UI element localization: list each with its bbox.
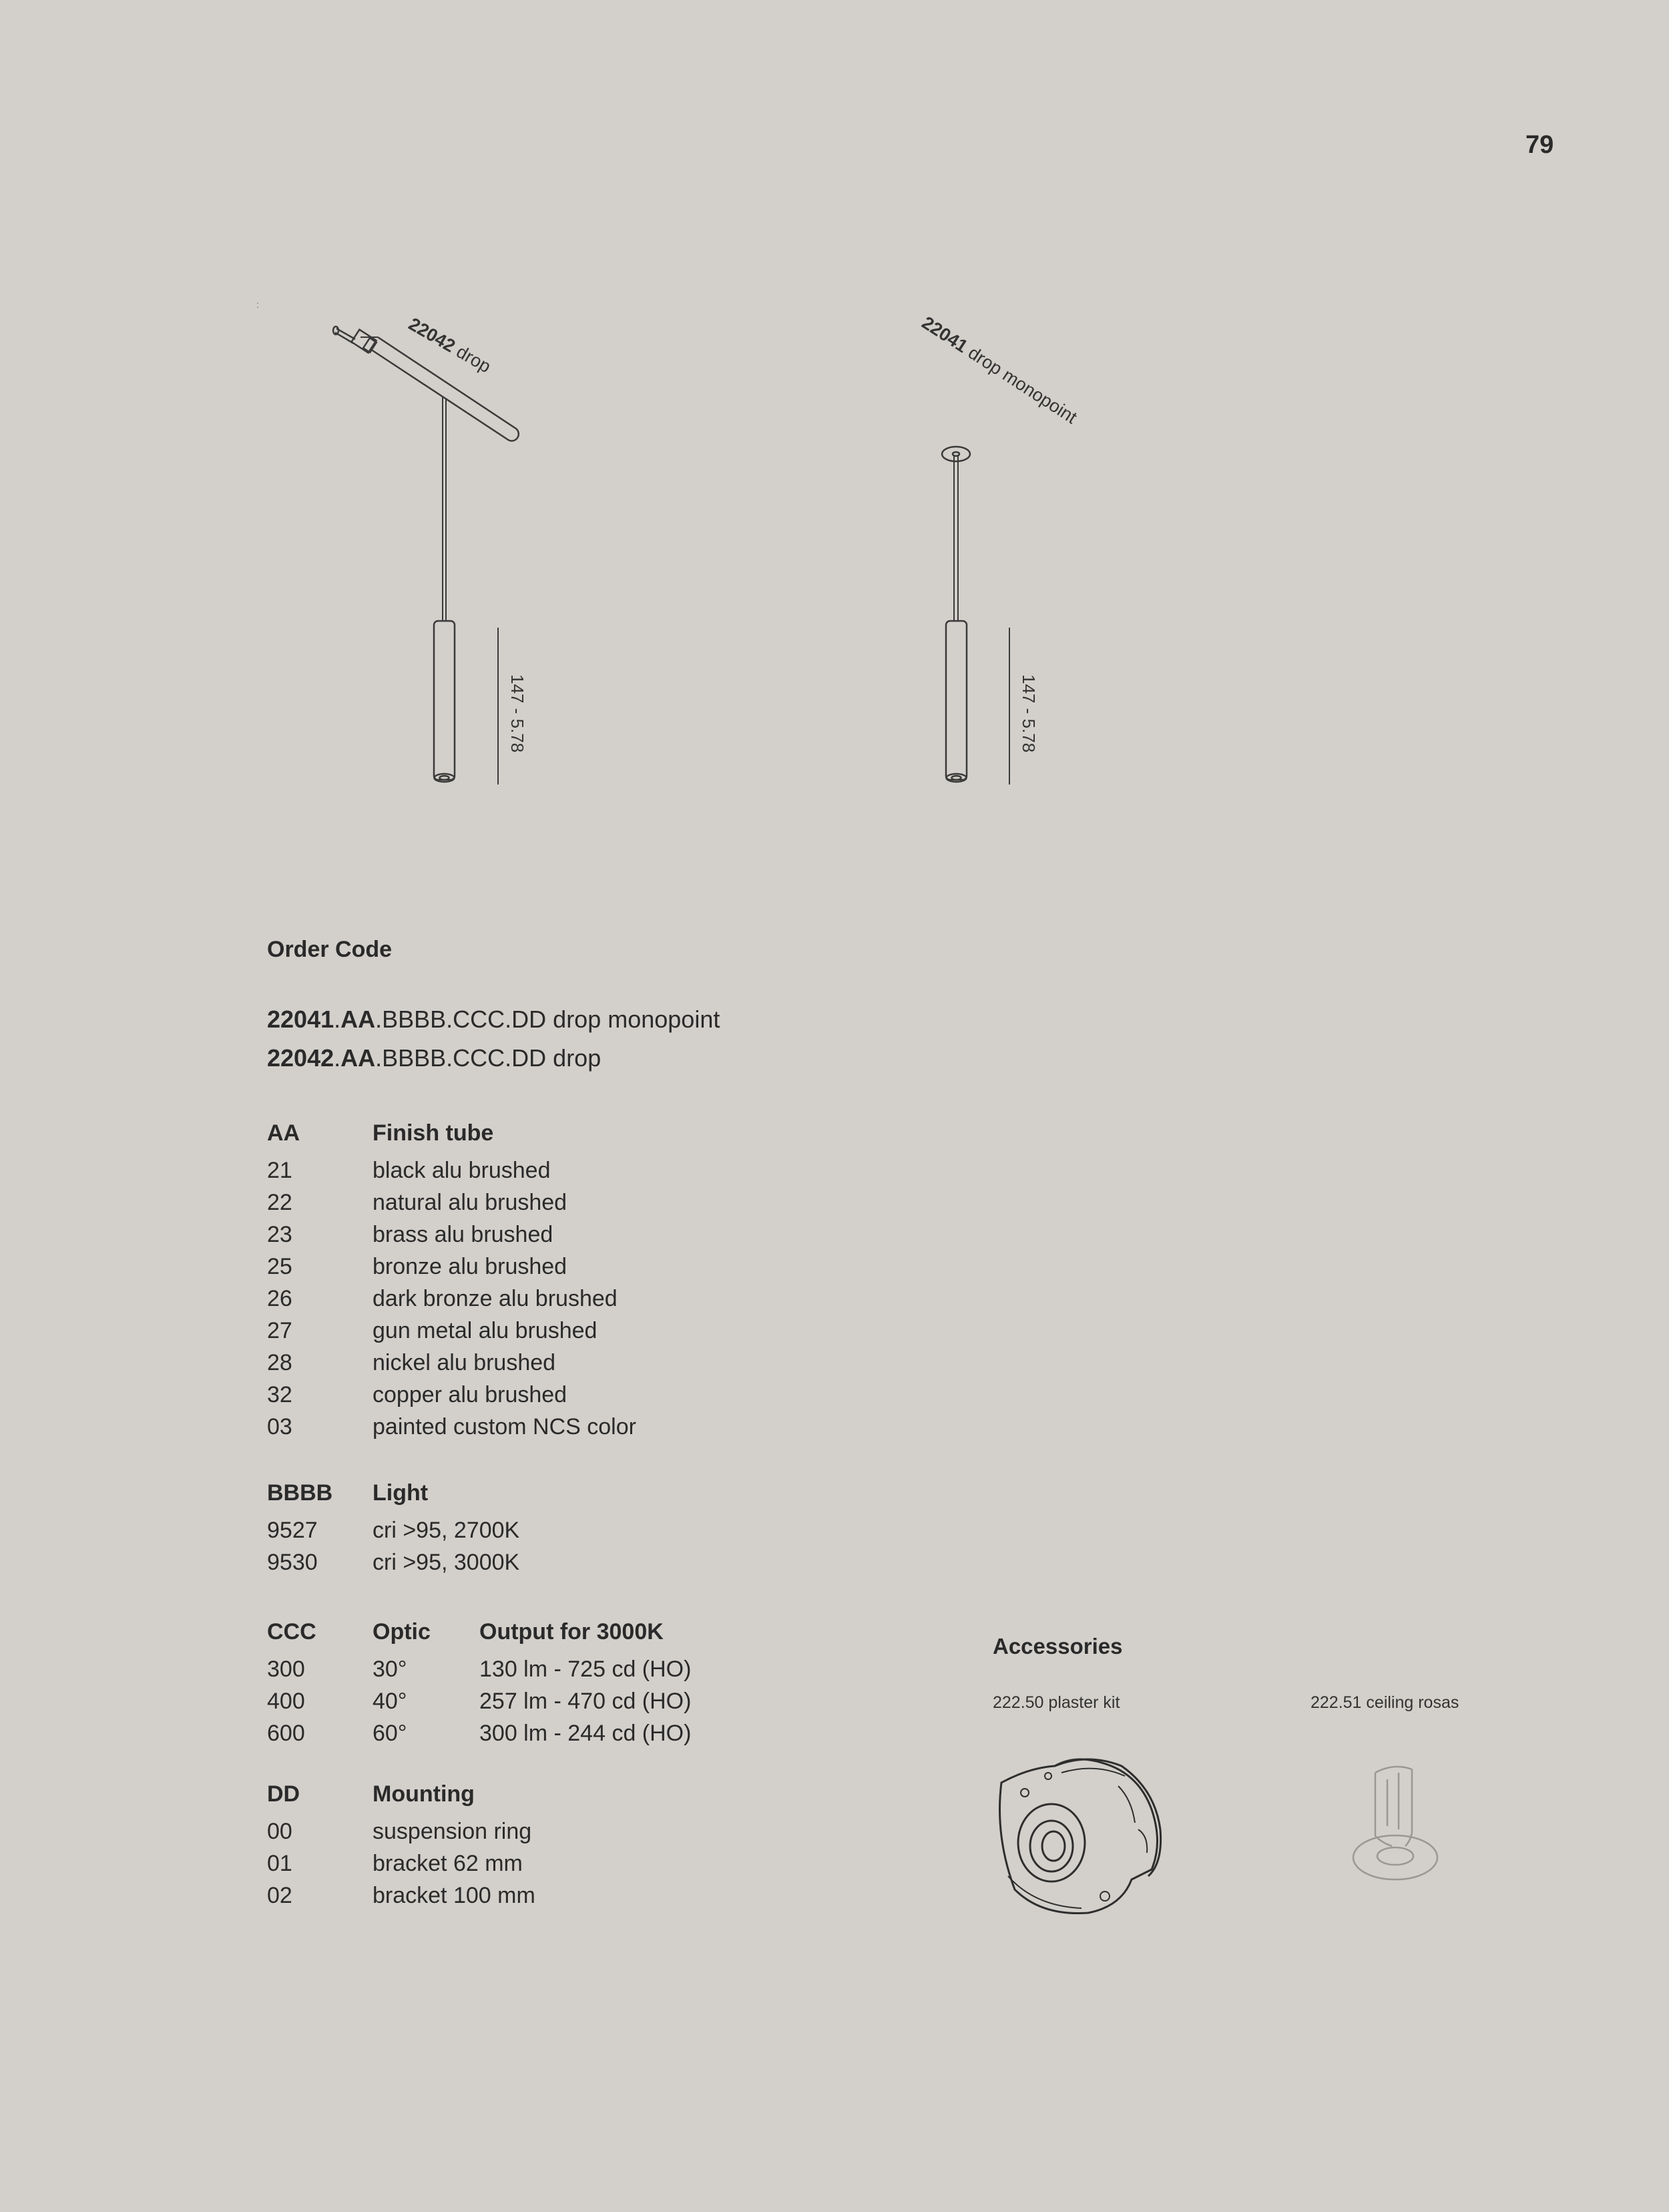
finish-row [267,1251,636,1283]
finish-code: 32 [267,1382,292,1407]
finish-label: brass alu brushed [373,1222,553,1247]
optic-code: 300 [267,1656,305,1682]
finish-label: dark bronze alu brushed [373,1286,618,1311]
order-code-line: 22042.AA.BBBB.CCC.DD drop [267,1044,602,1072]
optic-key: CCC [267,1619,316,1644]
mounting-row [267,1847,535,1879]
finish-row [267,1219,636,1251]
optic-output: 300 lm - 244 cd (HO) [479,1721,692,1746]
order-code-rest: .BBBB.CCC.DD drop [375,1044,602,1072]
finish-row [267,1379,636,1411]
optic-code: 600 [267,1721,305,1746]
mounting-code: 00 [267,1819,292,1844]
light-label: cri >95, 3000K [373,1550,520,1575]
finish-label: painted custom NCS color [373,1414,636,1440]
finish-row [267,1347,636,1379]
light-code: 9530 [267,1550,318,1575]
finish-code: 23 [267,1222,292,1247]
finish-title: Finish tube [373,1120,494,1146]
finish-label: natural alu brushed [373,1190,567,1215]
finish-label: nickel alu brushed [373,1350,556,1375]
order-code-num: 22042 [267,1044,334,1072]
optic-row [267,1685,691,1717]
mounting-header [267,1778,535,1810]
drop-monopoint-dimension: 147 - 5.78 [1019,674,1039,753]
drop-monopoint-code: 22041 [918,312,971,357]
order-code-aa: AA [340,1006,376,1033]
finish-row [267,1186,636,1219]
plaster-kit-label: 222.50 plaster kit [993,1693,1120,1712]
finish-key: AA [267,1120,300,1146]
stray-mark: : [256,299,259,310]
finish-label: bronze alu brushed [373,1254,567,1279]
drop-drawing [333,326,519,785]
light-row [267,1546,519,1578]
optic-title: Optic [373,1619,431,1644]
finish-code: 25 [267,1254,292,1279]
optic-code: 400 [267,1689,305,1714]
order-code-aa: AA [340,1044,376,1072]
finish-code: 21 [267,1158,292,1183]
optic-row [267,1717,691,1749]
order-code-rest: .BBBB.CCC.DD drop monopoint [375,1006,720,1033]
finish-label: gun metal alu brushed [373,1318,598,1343]
finish-code: 26 [267,1286,292,1311]
light-label: cri >95, 2700K [373,1518,520,1543]
drop-monopoint-drawing [942,447,1009,785]
finish-table [267,1117,636,1443]
drop-dimension: 147 - 5.78 [507,674,527,753]
order-code-line: 22041.AA.BBBB.CCC.DD drop monopoint [267,1006,720,1033]
optic-table [267,1616,691,1749]
mounting-code: 02 [267,1883,292,1908]
finish-header [267,1117,636,1149]
product-drawings [0,0,1669,835]
finish-code: 27 [267,1318,292,1343]
finish-row [267,1154,636,1186]
page-number: 79 [1525,131,1554,159]
light-title: Light [373,1480,429,1506]
optic-output: 130 lm - 725 cd (HO) [479,1656,692,1682]
light-table [267,1477,519,1578]
finish-code: 03 [267,1414,292,1440]
drop-code: 22042 [405,314,459,357]
finish-label: black alu brushed [373,1158,551,1183]
mounting-code: 01 [267,1851,292,1876]
optic-header [267,1616,691,1648]
drop-name: drop [453,341,495,377]
finish-row [267,1283,636,1315]
plaster-kit-image [988,1736,1182,1923]
finish-row [267,1315,636,1347]
optic-output: 257 lm - 470 cd (HO) [479,1689,692,1714]
mounting-table [267,1778,535,1912]
mounting-row [267,1815,535,1847]
light-row [267,1514,519,1546]
ceiling-rosas-image [1342,1763,1449,1890]
optic-row [267,1653,691,1685]
order-code-title: Order Code [267,937,393,962]
optic-output-title: Output for 3000K [479,1619,664,1644]
optic-angle: 40° [373,1689,407,1714]
finish-code: 28 [267,1350,292,1375]
order-code-num: 22041 [267,1006,334,1033]
mounting-row [267,1879,535,1912]
light-key: BBBB [267,1480,333,1506]
mounting-key: DD [267,1781,300,1807]
optic-angle: 60° [373,1721,407,1746]
finish-code: 22 [267,1190,292,1215]
mounting-label: bracket 100 mm [373,1883,535,1908]
mounting-title: Mounting [373,1781,475,1807]
drop-monopoint-name: drop monopoint [964,342,1081,428]
ceiling-rosas-label: 222.51 ceiling rosas [1310,1693,1459,1712]
light-header [267,1477,519,1509]
finish-label: copper alu brushed [373,1382,567,1407]
finish-row [267,1411,636,1443]
mounting-label: suspension ring [373,1819,532,1844]
light-code: 9527 [267,1518,318,1543]
optic-angle: 30° [373,1656,407,1682]
mounting-label: bracket 62 mm [373,1851,523,1876]
accessories-title: Accessories [993,1634,1123,1658]
